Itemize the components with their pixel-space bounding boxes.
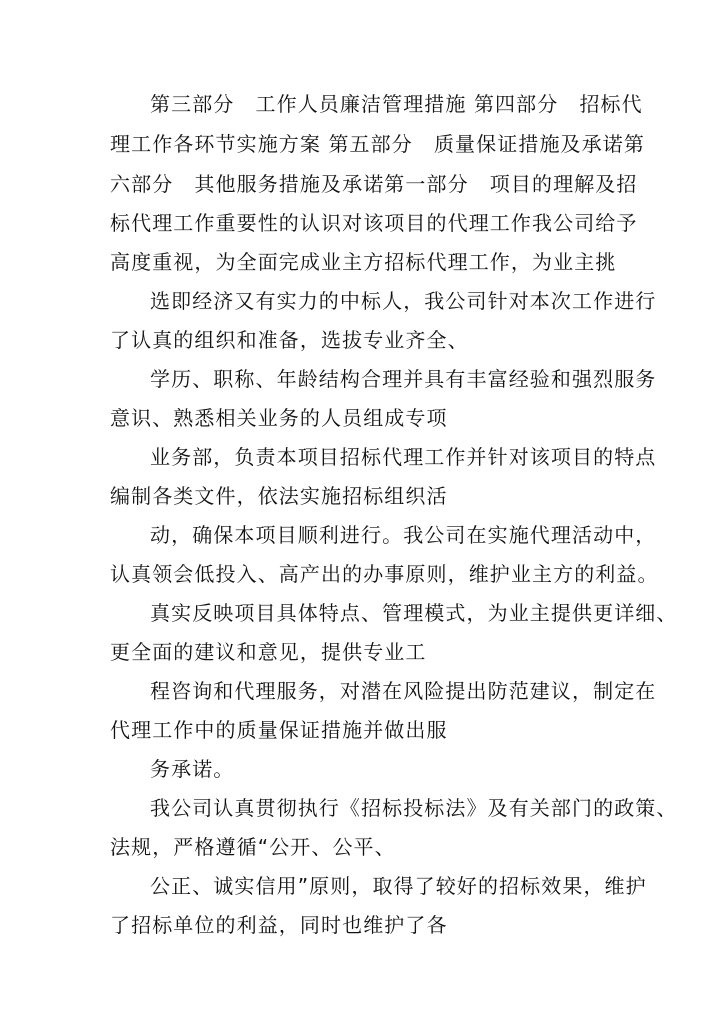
text-line: 编制各类文件，依法实施招标组织活 [110,484,448,508]
text-line: 真实反映项目具体特点、管理模式，为业主提供更详细、 [150,601,678,625]
text-line: 意识、熟悉相关业务的人员组成专项 [110,406,448,430]
text-line: 代理工作中的质量保证措施并做出服 [110,718,448,742]
text-line: 选即经济又有实力的中标人，我公司针对本次工作进行 [150,289,657,313]
text-line: 理工作各环节实施方案 第五部分 质量保证措施及承诺第 [110,132,645,156]
text-line: 法规，严格遵循“公开、公平、 [110,835,396,859]
text-line: 高度重视，为全面完成业主方招标代理工作，为业主挑 [110,250,617,274]
text-line: 更全面的建议和意见，提供专业工 [110,640,427,664]
text-line: 学历、职称、年龄结构合理并具有丰富经验和强烈服务 [150,367,657,391]
text-line: 动，确保本项目顺利进行。我公司在实施代理活动中， [150,523,657,547]
text-line: 了招标单位的利益，同时也维护了各 [110,913,448,937]
text-line: 了认真的组织和准备，选拔专业齐全、 [110,328,469,352]
text-line: 认真领会低投入、高产出的办事原则，维护业主方的利益。 [110,562,659,586]
text-line: 我公司认真贯彻执行《招标投标法》及有关部门的政策、 [150,796,678,820]
text-line: 标代理工作重要性的认识对该项目的代理工作我公司给予 [110,211,638,235]
text-line: 程咨询和代理服务，对潜在风险提出防范建议，制定在 [150,679,657,703]
text-line: 第三部分 工作人员廉洁管理措施 第四部分 招标代 [150,92,643,116]
text-line: 公正、诚实信用”原则，取得了较好的招标效果，维护 [150,874,647,898]
text-line: 业务部，负责本项目招标代理工作并针对该项目的特点 [150,445,657,469]
text-line: 六部分 其他服务措施及承诺第一部分 项目的理解及招 [110,172,638,196]
text-line: 务承诺。 [150,757,235,781]
